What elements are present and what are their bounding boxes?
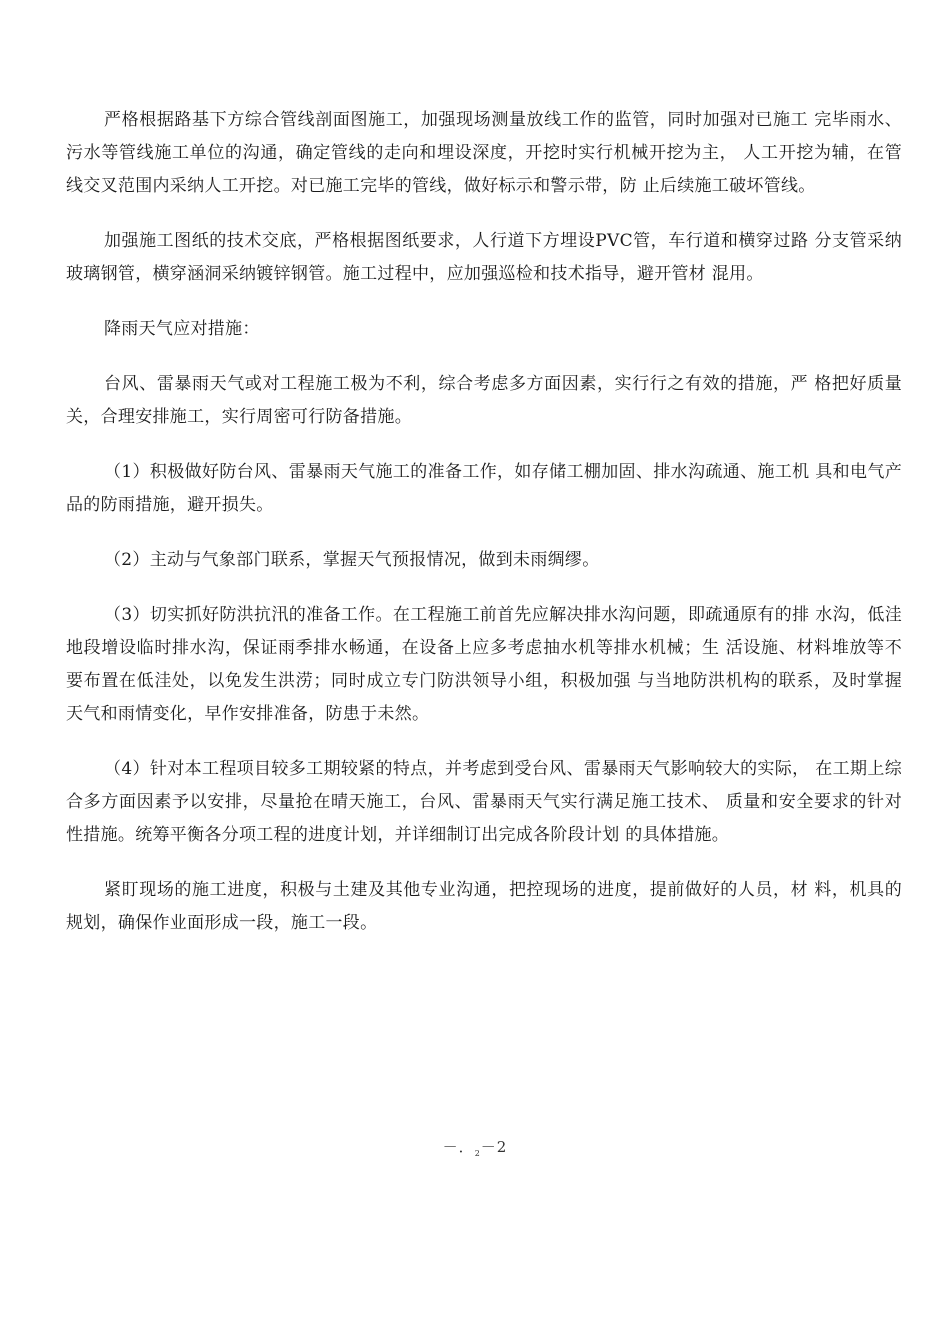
paragraph-item-4: （4）针对本工程项目较多工期较紧的特点，并考虑到受台风、雷暴雨天气影响较大的实际， 在工期上综合多方面因素予以安排，尽量抢在晴天施工，台风、雷暴雨天气实行满足施工技术、 质量和安全要求的针对性措施。统筹平衡各分项工程的进度计划，并详细制订出完成各阶段计划 的具体措施。 xyxy=(66,759,902,845)
paragraph-item-3: （3）切实抓好防洪抗汛的准备工作。在工程施工前首先应解决排水沟问题，即疏通原有的排 水沟，低洼地段增设临时排水沟，保证雨季排水畅通，在设备上应多考虑抽水机等排水机械；生 活设施、材料堆放等不要布置在低洼处，以免发生洪涝；同时成立专门防洪领导小组，积极加强 与当地防洪机构的联系，及时掌握天气和雨情变化，早作安排准备，防患于未然。 xyxy=(66,605,902,724)
document-body xyxy=(66,96,902,962)
paragraph-item-2: （2）主动与气象部门联系，掌握天气预报情况，做到未雨绸缪。 xyxy=(104,550,600,570)
page-number-prefix: －． xyxy=(442,1138,475,1156)
paragraph-typhoon-overview: 台风、雷暴雨天气或对工程施工极为不利，综合考虑多方面因素，实行行之有效的措施，严 格把好质量关，合理安排施工，实行周密可行防备措施。 xyxy=(66,374,902,427)
paragraph-schedule-control: 紧盯现场的施工进度，积极与土建及其他专业沟通，把控现场的进度，提前做好的人员，材 料，机具的规划，确保作业面形成一段，施工一段。 xyxy=(66,880,902,933)
paragraph-pipeline-construction: 严格根据路基下方综合管线剖面图施工，加强现场测量放线工作的监管，同时加强对已施工 完毕雨水、污水等管线施工单位的沟通，确定管线的走向和埋设深度，开挖时实行机械开挖为主， 人工开挖为辅，在管线交叉范围内采纳人工开挖。对已施工完毕的管线，做好标示和警示带，防 止后续施工破坏管线。 xyxy=(66,110,902,196)
paragraph-technical-briefing: 加强施工图纸的技术交底，严格根据图纸要求，人行道下方埋设PVC管，车行道和横穿过路 分支管采纳玻璃钢管，横穿涵洞采纳镀锌钢管。施工过程中，应加强巡检和技术指导，避开管材 混用。 xyxy=(66,231,902,284)
page-number-subscript: 2 xyxy=(474,1149,481,1158)
page-number: －2 xyxy=(480,1138,508,1156)
page-number-footer xyxy=(0,1136,950,1158)
section-heading-rain-measures: 降雨天气应对措施： xyxy=(104,319,260,339)
paragraph-item-1: （1）积极做好防台风、雷暴雨天气施工的准备工作，如存储工棚加固、排水沟疏通、施工机 具和电气产品的防雨措施，避开损失。 xyxy=(66,462,902,515)
